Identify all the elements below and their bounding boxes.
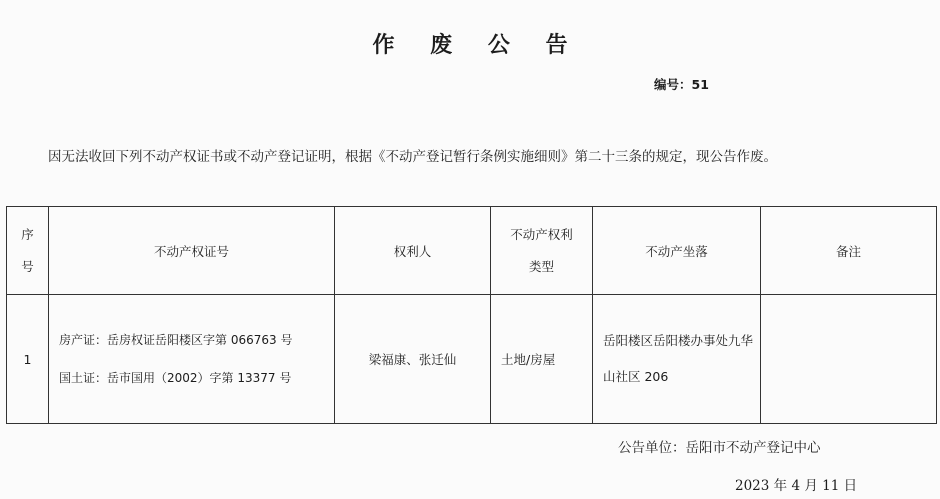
row-location-line2: 山社区 206 xyxy=(603,369,669,384)
issuing-unit: 公告单位：岳阳市不动产登记中心 xyxy=(618,440,821,456)
header-location: 不动产坐落 xyxy=(593,207,761,295)
row-holder: 梁福康、张迁仙 xyxy=(335,295,491,424)
row-location xyxy=(593,295,761,424)
row-seq: 1 xyxy=(7,295,49,424)
row-cert-no xyxy=(49,295,335,424)
header-seq-line2: 号 xyxy=(21,258,34,274)
void-notice-table xyxy=(6,206,937,424)
row-location-line1: 岳阳楼区岳阳楼办事处九华 xyxy=(603,333,754,348)
header-type-line1: 不动产权利 xyxy=(510,226,573,242)
header-type xyxy=(491,207,593,295)
issue-date: 2023 年 4 月 11 日 xyxy=(735,478,858,494)
header-holder: 权利人 xyxy=(335,207,491,295)
table-header-row xyxy=(7,207,937,295)
intro-paragraph: 因无法收回下列不动产权证书或不动产登记证明，根据《不动产登记暂行条例实施细则》第二十三条的规定，现公告作废。 xyxy=(48,149,777,165)
row-type: 土地/房屋 xyxy=(491,295,593,424)
header-type-line2: 类型 xyxy=(528,258,554,274)
serial-number xyxy=(654,75,709,93)
header-remark: 备注 xyxy=(761,207,937,295)
serial-label: 编号： xyxy=(654,77,692,92)
table-row xyxy=(7,295,937,424)
header-cert-no: 不动产权证号 xyxy=(49,207,335,295)
header-seq xyxy=(7,207,49,295)
row-cert-line1: 房产证：岳房权证岳阳楼区字第 066763 号 xyxy=(59,333,293,347)
header-seq-line1: 序 xyxy=(21,226,34,242)
serial-value: 51 xyxy=(691,77,709,92)
notice-title: 作 废 公 告 xyxy=(372,32,582,58)
row-remark xyxy=(761,295,937,424)
row-cert-line2: 国土证：岳市国用（2002）字第 13377 号 xyxy=(59,371,292,385)
